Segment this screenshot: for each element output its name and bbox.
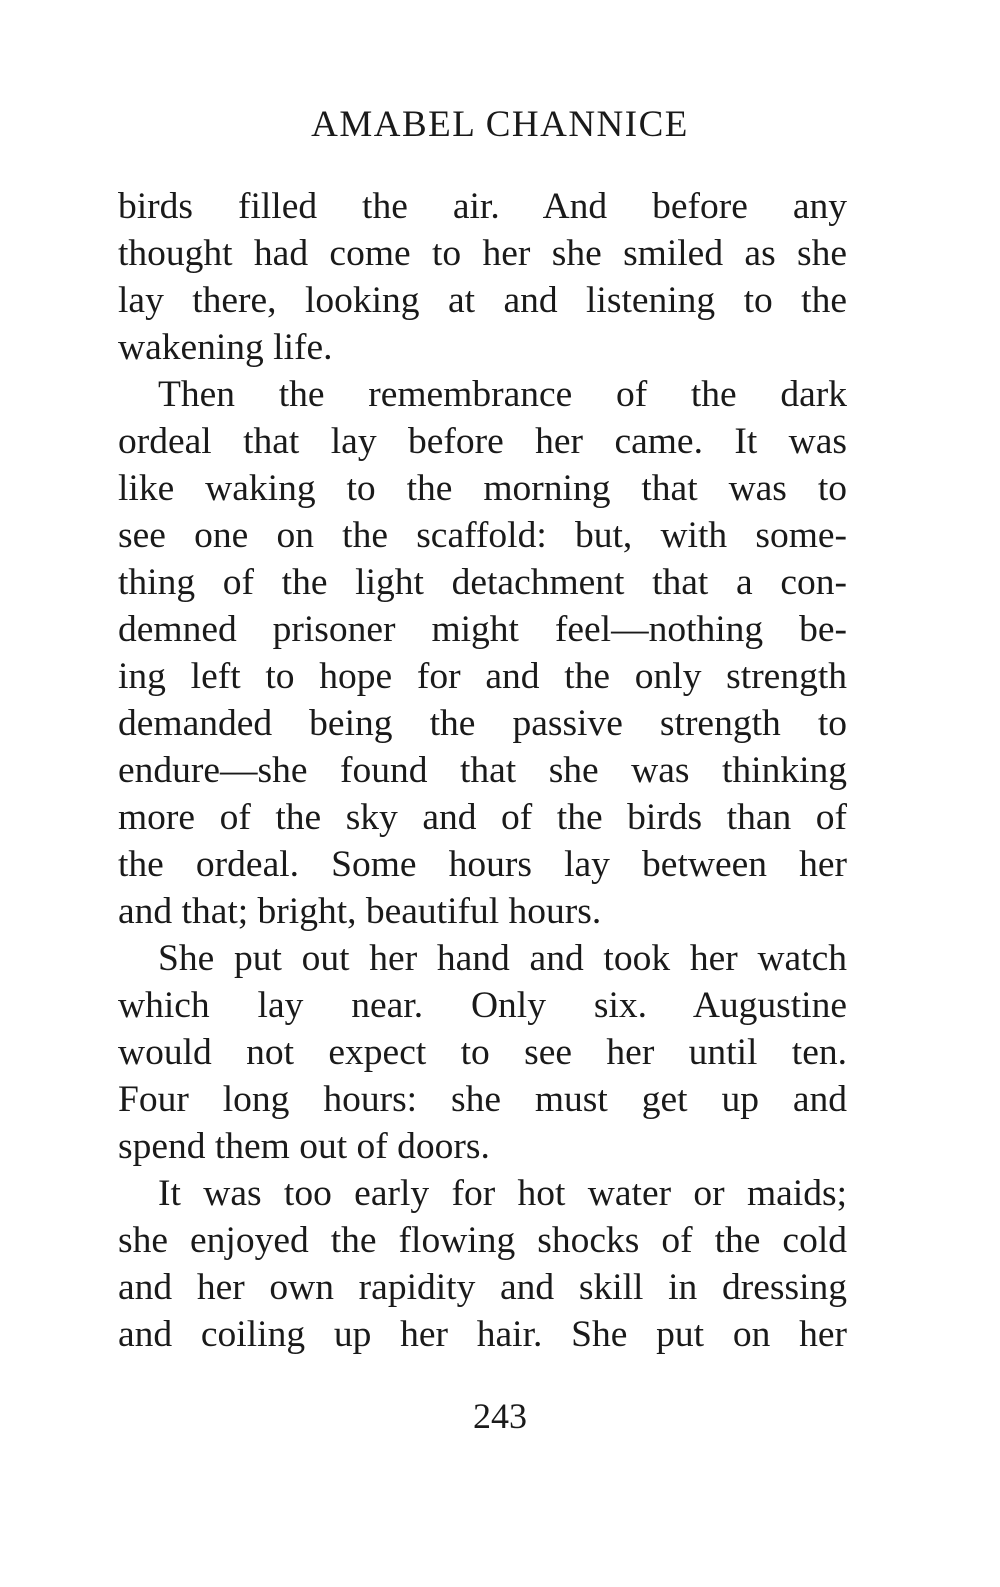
text-line: would not expect to see her until ten.: [118, 1032, 847, 1073]
text-line: more of the sky and of the birds than of: [118, 797, 847, 838]
text-line: ordeal that lay before her came. It was: [118, 421, 847, 462]
text-line: she enjoyed the flowing shocks of the cold: [118, 1220, 847, 1261]
text-line: demned prisoner might feel—nothing be-: [118, 609, 847, 650]
text-line: She put out her hand and took her watch: [158, 938, 847, 979]
page-number: 243: [473, 1396, 527, 1436]
text-line: lay there, looking at and listening to the: [118, 280, 847, 321]
text-line: and coiling up her hair. She put on her: [118, 1314, 847, 1355]
text-line: wakening life.: [118, 327, 333, 368]
body-text: [118, 183, 847, 1358]
text-line: thing of the light detachment that a con-: [118, 562, 847, 603]
text-line: It was too early for hot water or maids;: [158, 1173, 847, 1214]
text-line: and her own rapidity and skill in dressing: [118, 1267, 847, 1308]
text-line: and that; bright, beautiful hours.: [118, 891, 602, 932]
text-line: birds filled the air. And before any: [118, 186, 847, 227]
text-line: Four long hours: she must get up and: [118, 1079, 847, 1120]
text-line: like waking to the morning that was to: [118, 468, 847, 509]
text-line: spend them out of doors.: [118, 1126, 490, 1167]
running-head: AMABEL CHANNICE: [311, 104, 689, 145]
text-line: which lay near. Only six. Augustine: [118, 985, 847, 1026]
text-line: demanded being the passive strength to: [118, 703, 847, 744]
text-line: Then the remembrance of the dark: [158, 374, 847, 415]
text-line: ing left to hope for and the only strength: [118, 656, 847, 697]
text-line: thought had come to her she smiled as she: [118, 233, 847, 274]
text-line: the ordeal. Some hours lay between her: [118, 844, 847, 885]
text-line: endure—she found that she was thinking: [118, 750, 847, 791]
text-line: see one on the scaffold: but, with some-: [118, 515, 847, 556]
